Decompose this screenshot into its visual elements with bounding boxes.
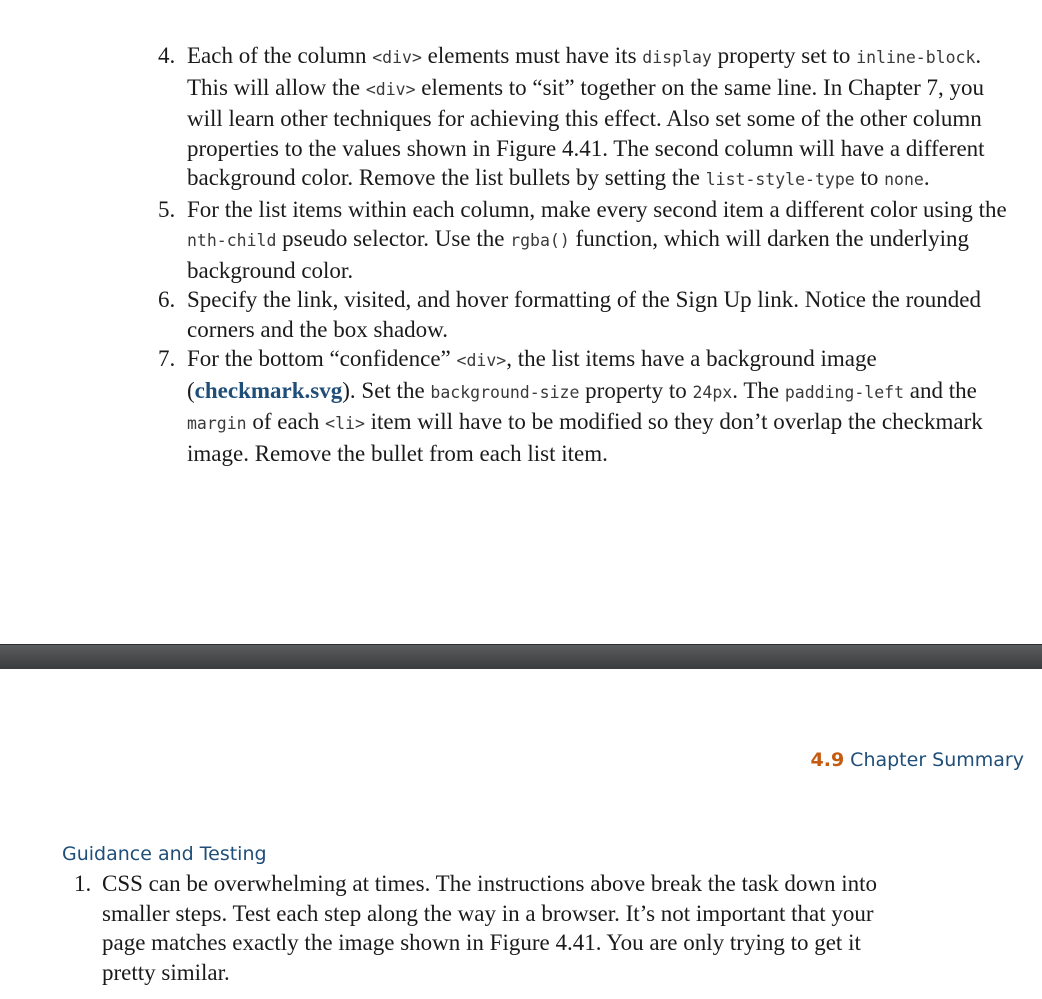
text-run: and the <box>904 377 977 403</box>
step-text <box>187 41 1018 195</box>
step-text <box>187 344 1018 468</box>
inline-code: rgba() <box>510 231 570 250</box>
inline-code: display <box>642 48 712 67</box>
file-name: checkmark.svg <box>194 377 343 403</box>
text-run: . This will allow the <box>187 43 982 100</box>
text-run: item will have to be modified so they don’t overlap the checkmark image. Remove the bullet from each list item. <box>187 409 983 466</box>
step-number: 5. <box>158 196 176 222</box>
text-run: , the list items have a background image ( <box>187 346 877 403</box>
inline-code: background-size <box>430 382 580 402</box>
text-run: . The <box>732 377 785 403</box>
guidance-item-text: CSS can be overwhelming at times. The instructions above break the task down into smaller steps. Test each step along the way in a browser. It’s not important that your page matches exactly the image shown in Figure 4.41. You are only trying to get it pretty similar. <box>102 871 878 985</box>
inline-code: 24px <box>692 382 733 402</box>
step-text <box>187 285 1018 344</box>
step-6 <box>158 285 1018 344</box>
guidance-item-1 <box>74 869 894 987</box>
inline-code: padding-left <box>784 382 905 402</box>
text-run: property set to <box>711 43 857 68</box>
running-head <box>811 749 1025 771</box>
text-run: elements to “sit” together on the same line. In Chapter 7, you will learn other techniques for achieving this effect. Also set some of the other column properties to the values shown in Figure 4.41. The second column will have a different background color. Remove the list bullets by setting the <box>187 74 985 190</box>
inline-code: <div> <box>365 79 416 99</box>
text-run: function, which will darken the underlying background color. <box>187 226 970 283</box>
section-number: 4.9 <box>810 749 845 771</box>
step-4 <box>158 41 1018 195</box>
inline-code: margin <box>187 414 247 433</box>
text-run: of each <box>246 409 326 434</box>
instruction-steps <box>158 41 1018 468</box>
inline-code: <div> <box>372 48 422 67</box>
guidance-heading: Guidance and Testing <box>62 843 267 865</box>
text-run: For the list items within each column, make every second item a different color using the <box>187 196 1007 222</box>
text-run: Each of the column <box>187 43 373 68</box>
text-run: For the bottom “confidence” <box>187 346 457 371</box>
guidance-item-number: 1. <box>74 871 92 896</box>
text-run: pseudo selector. Use the <box>276 226 511 251</box>
section-title: Chapter Summary <box>850 749 1024 771</box>
inline-code: none <box>884 170 924 189</box>
step-number: 7. <box>158 346 176 371</box>
step-number: 6. <box>158 287 176 312</box>
text-run: Specify the link, visited, and hover formatting of the Sign Up link. Notice the rounded corners and the box shadow. <box>187 287 981 342</box>
inline-code: inline-block <box>856 48 976 67</box>
step-text <box>187 195 1018 286</box>
step-number: 4. <box>158 43 176 68</box>
step-5 <box>158 195 1018 286</box>
inline-code: list-style-type <box>705 170 855 189</box>
inline-code: <div> <box>456 351 507 370</box>
inline-code: <li> <box>325 414 365 433</box>
inline-code: nth-child <box>187 231 277 250</box>
text-run: property to <box>579 377 693 403</box>
text-run: elements must have its <box>421 43 643 68</box>
text-run: to <box>854 165 885 190</box>
text-run: ). Set the <box>342 377 431 403</box>
text-run: . <box>923 165 930 190</box>
guidance-list <box>74 869 894 987</box>
page-break-divider <box>0 644 1042 669</box>
step-7 <box>158 344 1018 468</box>
